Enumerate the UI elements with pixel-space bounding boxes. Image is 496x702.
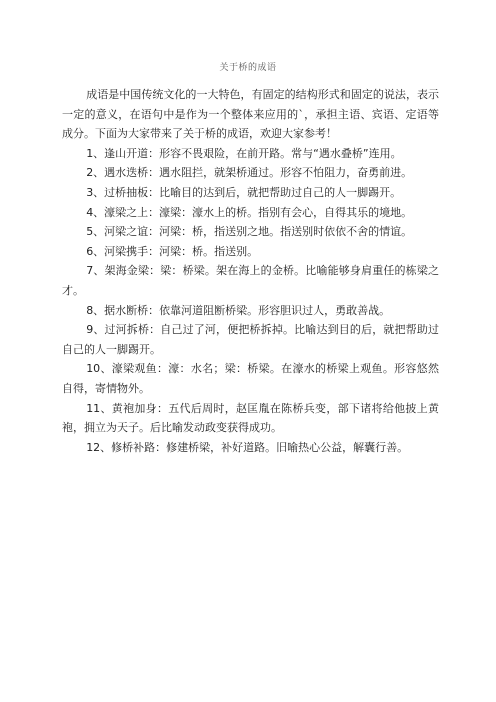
idiom-item-1: 1、逢山开道：形容不畏艰险，在前开路。常与“遇水叠桥”连用。	[86, 146, 402, 160]
idiom-item-2: 2、遇水迭桥：遇水阻拦，就架桥通过。形容不怕阻力，奋勇前进。	[86, 166, 413, 180]
idiom-item-6: 6、河梁携手：河梁：桥。指送别。	[86, 244, 259, 258]
document-body	[62, 85, 439, 457]
idiom-item-10: 10、濠梁观鱼：濠：水名；梁：桥梁。在濠水的桥梁上观鱼。形容悠然自得，寄情物外。	[62, 362, 439, 395]
document-title: 关于桥的成语	[219, 63, 277, 73]
idiom-item-5: 5、河梁之谊：河梁：桥，指送别之地。指送别时依依不舍的情谊。	[86, 225, 413, 239]
intro-paragraph: 成语是中国传统文化的一大特色，有固定的结构形式和固定的说法，表示一定的意义，在语句中是作为一个整体来应用的`，承担主语、宾语、定语等成分。下面为大家带来了关于桥的成语，欢迎大家参考！	[62, 88, 439, 141]
idiom-item-9: 9、过河拆桥：自己过了河，便把桥拆掉。比喻达到目的后，就把帮助过自己的人一脚踢开。	[62, 323, 439, 356]
idiom-item-4: 4、濠梁之上：濠梁：濠水上的桥。指别有会心，自得其乐的境地。	[86, 205, 413, 219]
idiom-item-12: 12、修桥补路：修建桥梁，补好道路。旧喻热心公益，解囊行善。	[86, 440, 409, 454]
idiom-item-11: 11、黄袍加身：五代后周时，赵匡胤在陈桥兵变，部下诸将给他披上黄袍，拥立为天子。后比喻发动政变获得成功。	[62, 401, 439, 435]
idiom-item-7: 7、架海金梁：梁：桥梁。架在海上的金桥。比喻能够身肩重任的栋梁之才。	[62, 264, 439, 297]
idiom-item-3: 3、过桥抽板：比喻目的达到后，就把帮助过自己的人一脚踢开。	[86, 185, 402, 199]
idiom-item-8: 8、据水断桥：依靠河道阻断桥梁。形容胆识过人，勇敢善战。	[86, 303, 391, 317]
